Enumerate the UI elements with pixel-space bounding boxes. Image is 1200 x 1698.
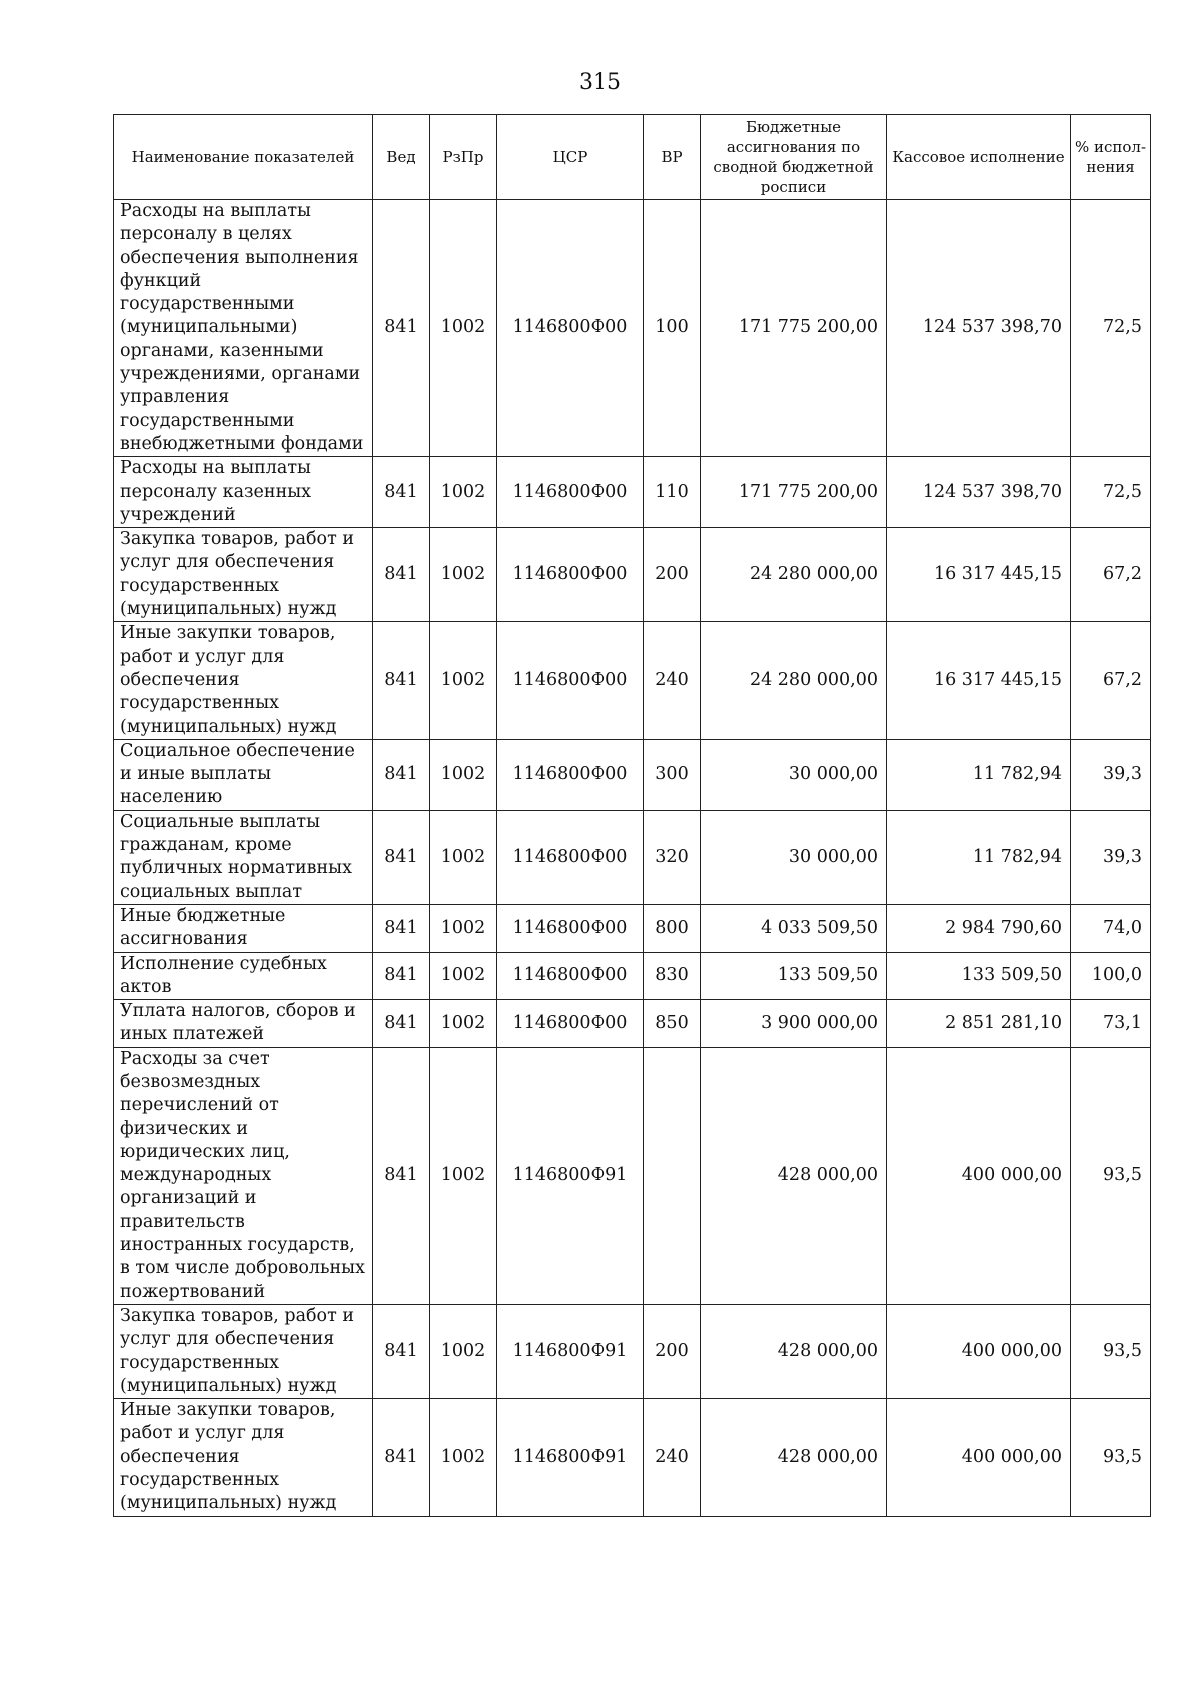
cell-pct: 67,2 [1071, 622, 1151, 739]
cell-rzpr: 1002 [430, 904, 497, 952]
cell-csr: 1146800Ф91 [497, 1047, 644, 1304]
cell-csr: 1146800Ф00 [497, 904, 644, 952]
cell-budget: 428 000,00 [701, 1047, 887, 1304]
cell-budget: 3 900 000,00 [701, 1000, 887, 1048]
table-row [114, 1304, 1151, 1398]
table-row [114, 200, 1151, 457]
cell-ved: 841 [373, 1399, 430, 1516]
cell-name: Иные закупки товаров, работ и услуг для обеспечения государственных (муниципальных) нужд [114, 622, 373, 739]
cell-csr: 1146800Ф00 [497, 952, 644, 1000]
budget-execution-table [113, 114, 1151, 1517]
cell-rzpr: 1002 [430, 1047, 497, 1304]
cell-name: Иные закупки товаров, работ и услуг для обеспечения государственных (муниципальных) нужд [114, 1399, 373, 1516]
header-pct: % испол-нения [1071, 115, 1151, 200]
cell-name: Расходы за счет безвозмездных перечислений от физических и юридических лиц, международных организаций и правительств иностранных государств, в том числе добровольных пожертвований [114, 1047, 373, 1304]
cell-ved: 841 [373, 1047, 430, 1304]
cell-name: Исполнение судебных актов [114, 952, 373, 1000]
cell-name: Иные бюджетные ассигнования [114, 904, 373, 952]
cell-name: Социальные выплаты гражданам, кроме публичных нормативных социальных выплат [114, 810, 373, 904]
cell-vr: 830 [644, 952, 701, 1000]
cell-csr: 1146800Ф00 [497, 457, 644, 528]
cell-csr: 1146800Ф00 [497, 810, 644, 904]
cell-pct: 93,5 [1071, 1047, 1151, 1304]
cell-pct: 100,0 [1071, 952, 1151, 1000]
cell-rzpr: 1002 [430, 622, 497, 739]
cell-cash: 2 984 790,60 [887, 904, 1071, 952]
cell-cash: 124 537 398,70 [887, 200, 1071, 457]
header-cash: Кассовое исполнение [887, 115, 1071, 200]
cell-cash: 16 317 445,15 [887, 622, 1071, 739]
cell-ved: 841 [373, 904, 430, 952]
cell-budget: 428 000,00 [701, 1304, 887, 1398]
header-row [114, 115, 1151, 200]
cell-csr: 1146800Ф00 [497, 528, 644, 622]
table-row [114, 904, 1151, 952]
cell-vr: 110 [644, 457, 701, 528]
header-csr: ЦСР [497, 115, 644, 200]
cell-pct: 74,0 [1071, 904, 1151, 952]
cell-ved: 841 [373, 622, 430, 739]
cell-pct: 93,5 [1071, 1304, 1151, 1398]
cell-vr: 300 [644, 739, 701, 810]
cell-rzpr: 1002 [430, 952, 497, 1000]
cell-budget: 24 280 000,00 [701, 622, 887, 739]
cell-name: Расходы на выплаты персоналу казенных учреждений [114, 457, 373, 528]
cell-ved: 841 [373, 810, 430, 904]
cell-budget: 428 000,00 [701, 1399, 887, 1516]
cell-pct: 72,5 [1071, 457, 1151, 528]
cell-budget: 30 000,00 [701, 810, 887, 904]
table-row [114, 952, 1151, 1000]
cell-ved: 841 [373, 1304, 430, 1398]
cell-cash: 2 851 281,10 [887, 1000, 1071, 1048]
header-vr: ВР [644, 115, 701, 200]
cell-cash: 11 782,94 [887, 739, 1071, 810]
cell-rzpr: 1002 [430, 528, 497, 622]
page-number: 315 [579, 70, 621, 95]
cell-vr: 850 [644, 1000, 701, 1048]
cell-cash: 11 782,94 [887, 810, 1071, 904]
table-row [114, 1399, 1151, 1516]
header-budget: Бюджетные ассигнования по сводной бюджетной росписи [701, 115, 887, 200]
cell-budget: 133 509,50 [701, 952, 887, 1000]
cell-cash: 400 000,00 [887, 1304, 1071, 1398]
cell-vr: 100 [644, 200, 701, 457]
cell-ved: 841 [373, 1000, 430, 1048]
cell-ved: 841 [373, 739, 430, 810]
cell-csr: 1146800Ф91 [497, 1304, 644, 1398]
cell-name: Уплата налогов, сборов и иных платежей [114, 1000, 373, 1048]
cell-vr [644, 1047, 701, 1304]
table-row [114, 622, 1151, 739]
cell-rzpr: 1002 [430, 739, 497, 810]
cell-cash: 124 537 398,70 [887, 457, 1071, 528]
cell-vr: 240 [644, 1399, 701, 1516]
cell-pct: 39,3 [1071, 739, 1151, 810]
cell-cash: 133 509,50 [887, 952, 1071, 1000]
cell-ved: 841 [373, 952, 430, 1000]
cell-ved: 841 [373, 200, 430, 457]
cell-vr: 200 [644, 1304, 701, 1398]
cell-vr: 320 [644, 810, 701, 904]
cell-name: Закупка товаров, работ и услуг для обеспечения государственных (муниципальных) нужд [114, 528, 373, 622]
header-rzpr: РзПр [430, 115, 497, 200]
cell-pct: 73,1 [1071, 1000, 1151, 1048]
cell-csr: 1146800Ф00 [497, 200, 644, 457]
cell-budget: 30 000,00 [701, 739, 887, 810]
cell-cash: 400 000,00 [887, 1399, 1071, 1516]
cell-cash: 400 000,00 [887, 1047, 1071, 1304]
cell-name: Закупка товаров, работ и услуг для обеспечения государственных (муниципальных) нужд [114, 1304, 373, 1398]
cell-budget: 24 280 000,00 [701, 528, 887, 622]
cell-vr: 200 [644, 528, 701, 622]
header-name: Наименование показателей [114, 115, 373, 200]
cell-ved: 841 [373, 528, 430, 622]
table-row [114, 528, 1151, 622]
cell-rzpr: 1002 [430, 200, 497, 457]
cell-rzpr: 1002 [430, 1399, 497, 1516]
cell-rzpr: 1002 [430, 810, 497, 904]
cell-cash: 16 317 445,15 [887, 528, 1071, 622]
cell-vr: 800 [644, 904, 701, 952]
cell-budget: 171 775 200,00 [701, 457, 887, 528]
table-row [114, 739, 1151, 810]
cell-rzpr: 1002 [430, 1000, 497, 1048]
table-row [114, 1047, 1151, 1304]
table-row [114, 1000, 1151, 1048]
table-row [114, 457, 1151, 528]
cell-csr: 1146800Ф00 [497, 622, 644, 739]
cell-budget: 171 775 200,00 [701, 200, 887, 457]
header-ved: Вед [373, 115, 430, 200]
cell-name: Социальное обеспечение и иные выплаты населению [114, 739, 373, 810]
cell-budget: 4 033 509,50 [701, 904, 887, 952]
cell-pct: 72,5 [1071, 200, 1151, 457]
cell-pct: 93,5 [1071, 1399, 1151, 1516]
cell-name: Расходы на выплаты персоналу в целях обеспечения выполнения функций государственными (муниципальными) органами, казенными учреждениями, органами управления государственными внебюджетными фондами [114, 200, 373, 457]
cell-csr: 1146800Ф00 [497, 1000, 644, 1048]
cell-rzpr: 1002 [430, 457, 497, 528]
table-body [114, 200, 1151, 1517]
table-row [114, 810, 1151, 904]
cell-pct: 67,2 [1071, 528, 1151, 622]
table-header [114, 115, 1151, 200]
cell-csr: 1146800Ф00 [497, 739, 644, 810]
cell-pct: 39,3 [1071, 810, 1151, 904]
cell-csr: 1146800Ф91 [497, 1399, 644, 1516]
cell-vr: 240 [644, 622, 701, 739]
cell-ved: 841 [373, 457, 430, 528]
cell-rzpr: 1002 [430, 1304, 497, 1398]
